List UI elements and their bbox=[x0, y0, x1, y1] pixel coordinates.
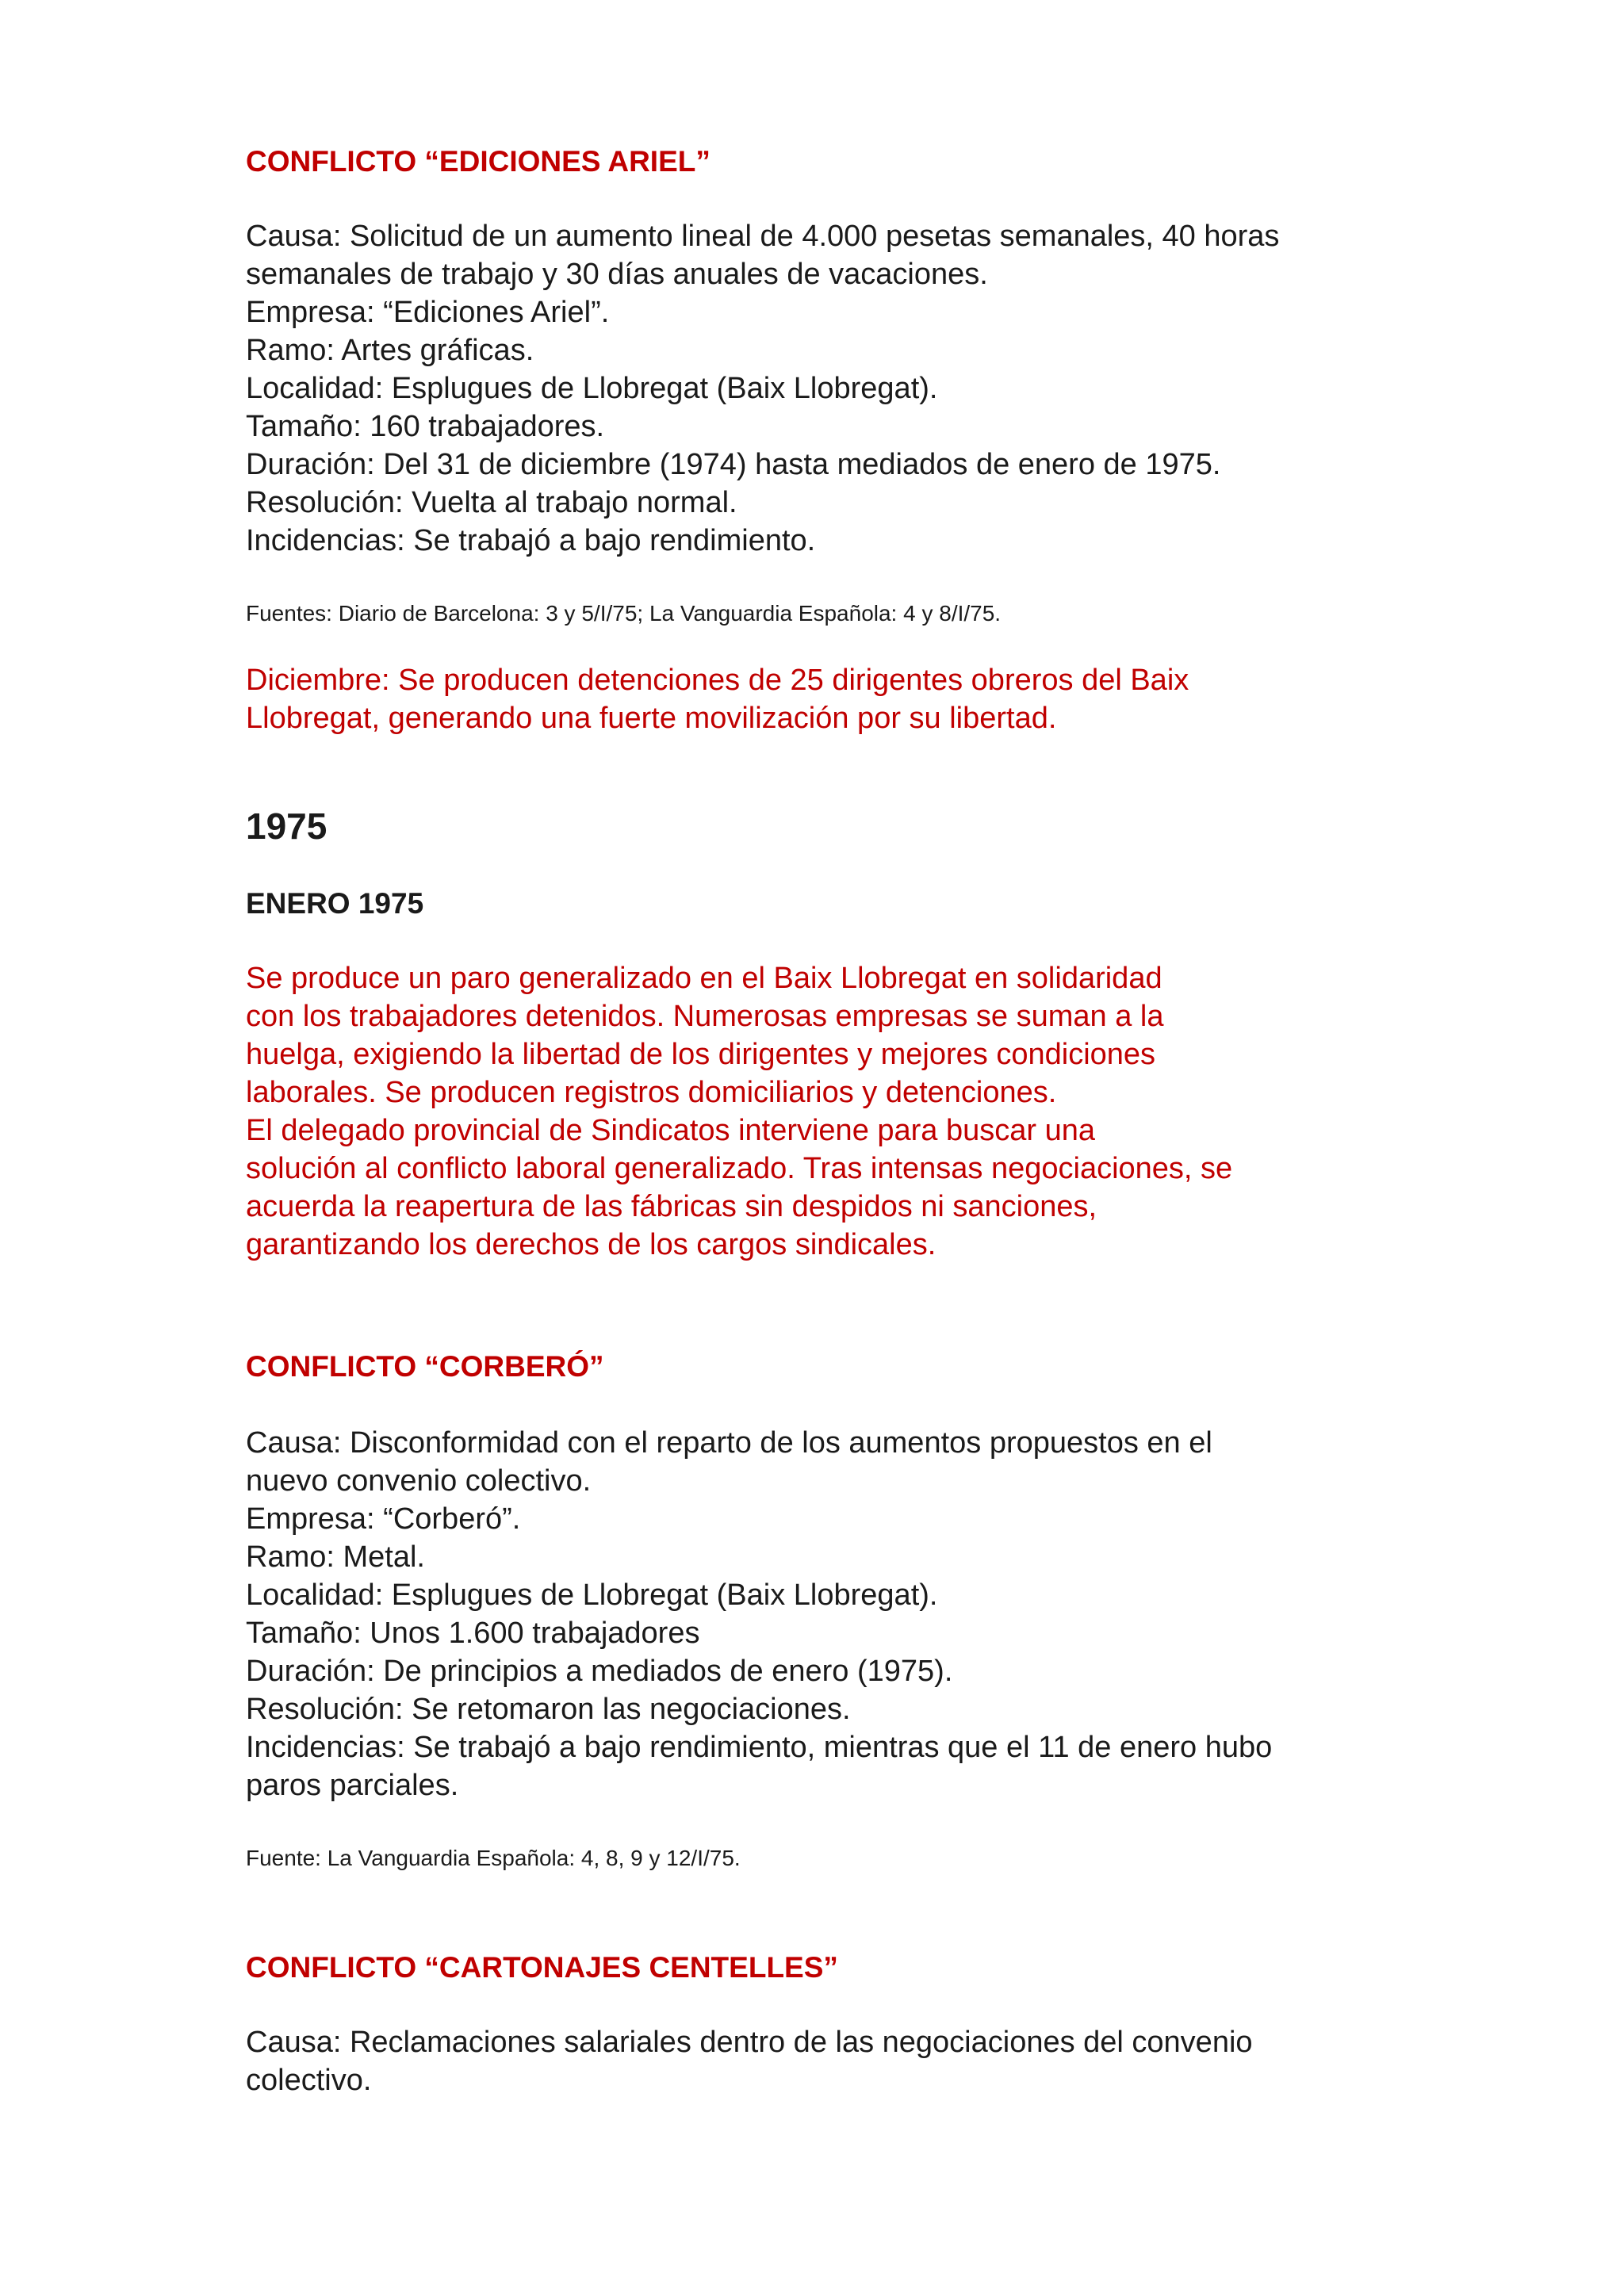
note-line: laborales. Se producen registros domiciliarios y detenciones. bbox=[246, 1076, 1057, 1109]
detail-line: Ramo: Metal. bbox=[246, 1540, 425, 1574]
note-line: acuerda la reapertura de las fábricas sin despidos ni sanciones, bbox=[246, 1190, 1097, 1223]
note-line: solución al conflicto laboral generalizado. Tras intensas negociaciones, se bbox=[246, 1152, 1233, 1185]
year-heading: 1975 bbox=[246, 806, 327, 847]
detail-line: Tamaño: Unos 1.600 trabajadores bbox=[246, 1617, 700, 1650]
note-line: con los trabajadores detenidos. Numerosas empresas se suman a la bbox=[246, 1000, 1164, 1033]
detail-line: Empresa: “Corberó”. bbox=[246, 1502, 521, 1536]
detail-line: Resolución: Vuelta al trabajo normal. bbox=[246, 486, 737, 519]
conflict-centelles-details bbox=[246, 2023, 1253, 2099]
detail-line: paros parciales. bbox=[246, 1769, 459, 1802]
conflict-ariel-title: CONFLICTO “EDICIONES ARIEL” bbox=[246, 145, 710, 178]
detail-line: Empresa: “Ediciones Ariel”. bbox=[246, 296, 610, 329]
month-heading: ENERO 1975 bbox=[246, 887, 424, 920]
note-line: Diciembre: Se producen detenciones de 25 dirigentes obreros del Baix bbox=[246, 664, 1189, 697]
note-line: Se produce un paro generalizado en el Baix Llobregat en solidaridad bbox=[246, 962, 1162, 995]
conflict-ariel-details bbox=[246, 217, 1279, 560]
detail-line: Incidencias: Se trabajó a bajo rendimiento. bbox=[246, 524, 816, 557]
detail-line: nuevo convenio colectivo. bbox=[246, 1464, 592, 1498]
detail-line: colectivo. bbox=[246, 2064, 372, 2097]
conflict-ariel-source: Fuentes: Diario de Barcelona: 3 y 5/I/75; La Vanguardia Española: 4 y 8/I/75. bbox=[246, 601, 1002, 626]
detail-line: Resolución: Se retomaron las negociaciones. bbox=[246, 1693, 851, 1726]
detail-line: Localidad: Esplugues de Llobregat (Baix Llobregat). bbox=[246, 372, 938, 405]
note-line: Llobregat, generando una fuerte movilización por su libertad. bbox=[246, 702, 1057, 735]
detail-line: Causa: Reclamaciones salariales dentro de las negociaciones del convenio bbox=[246, 2026, 1253, 2059]
note-line: El delegado provincial de Sindicatos interviene para buscar una bbox=[246, 1114, 1096, 1147]
detail-line: Tamaño: 160 trabajadores. bbox=[246, 410, 605, 443]
conflict-corbero-source: Fuente: La Vanguardia Española: 4, 8, 9 y 12/I/75. bbox=[246, 1846, 741, 1870]
conflict-centelles-title: CONFLICTO “CARTONAJES CENTELLES” bbox=[246, 1951, 838, 1984]
note-line: garantizando los derechos de los cargos sindicales. bbox=[246, 1228, 936, 1261]
detail-line: Localidad: Esplugues de Llobregat (Baix Llobregat). bbox=[246, 1578, 938, 1612]
detail-line: Causa: Disconformidad con el reparto de los aumentos propuestos en el bbox=[246, 1426, 1212, 1460]
enero-note bbox=[246, 959, 1232, 1264]
detail-line: Ramo: Artes gráficas. bbox=[246, 334, 534, 367]
detail-line: Causa: Solicitud de un aumento lineal de 4.000 pesetas semanales, 40 horas bbox=[246, 220, 1280, 253]
detail-line: Duración: Del 31 de diciembre (1974) hasta mediados de enero de 1975. bbox=[246, 448, 1221, 481]
detail-line: Duración: De principios a mediados de enero (1975). bbox=[246, 1655, 953, 1688]
detail-line: semanales de trabajo y 30 días anuales de vacaciones. bbox=[246, 258, 988, 291]
detail-line: Incidencias: Se trabajó a bajo rendimiento, mientras que el 11 de enero hubo bbox=[246, 1731, 1273, 1764]
note-line: huelga, exigiendo la libertad de los dirigentes y mejores condiciones bbox=[246, 1038, 1156, 1071]
conflict-corbero-title: CONFLICTO “CORBERÓ” bbox=[246, 1350, 604, 1383]
conflict-corbero-details bbox=[246, 1424, 1272, 1804]
diciembre-note bbox=[246, 661, 1189, 737]
